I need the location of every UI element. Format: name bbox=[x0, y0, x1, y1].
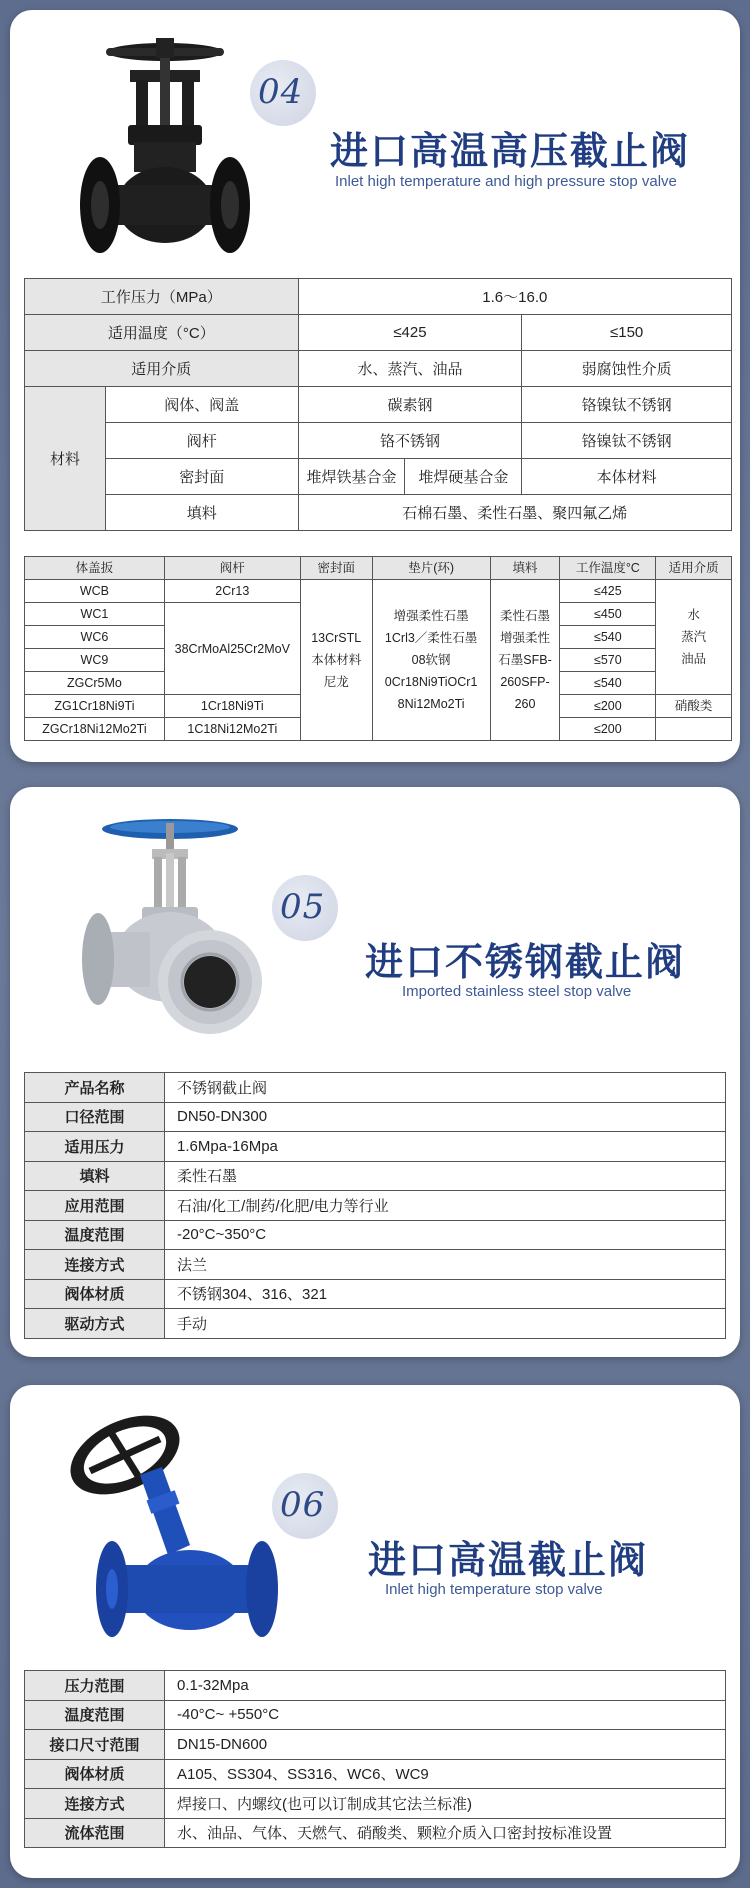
table-row bbox=[25, 1132, 726, 1162]
spec-key: 产品名称 bbox=[25, 1073, 165, 1103]
spec-key: 应用范围 bbox=[25, 1191, 165, 1221]
medium-line: 水 bbox=[687, 608, 700, 622]
spec-value: 不锈钢304、316、321 bbox=[165, 1279, 726, 1309]
spec-key: 填料 bbox=[25, 1161, 165, 1191]
spec-key: 口径范围 bbox=[25, 1102, 165, 1132]
seal-c: 本体材料 bbox=[522, 459, 732, 495]
gasket-line: 0Cr18Ni9TiOCr1 bbox=[384, 675, 478, 689]
table-row bbox=[25, 1730, 726, 1760]
gasket-line: 08软钢 bbox=[411, 653, 451, 667]
packing-line: 260 bbox=[514, 697, 536, 711]
stem-material: 1Cr18Ni9Ti bbox=[164, 695, 300, 718]
temp-b: ≤150 bbox=[522, 315, 732, 351]
spec-key: 温度范围 bbox=[25, 1700, 165, 1730]
table-row bbox=[25, 423, 732, 459]
spec-key: 阀体材质 bbox=[25, 1279, 165, 1309]
stem-a: 铬不锈钢 bbox=[298, 423, 522, 459]
forged-globe-valve-image bbox=[70, 30, 260, 260]
stem-material: 38CrMoAl25Cr2MoV bbox=[164, 603, 300, 695]
spec-value: A105、SS304、SS316、WC6、WC9 bbox=[165, 1759, 726, 1789]
material-label: 材料 bbox=[25, 387, 106, 531]
body-material: WC1 bbox=[25, 603, 165, 626]
table-row bbox=[25, 1309, 726, 1339]
table-row bbox=[25, 387, 732, 423]
seal-line: 本体材料 bbox=[311, 653, 362, 667]
table-row bbox=[25, 1279, 726, 1309]
section-title-cn: 进口不锈钢截止阀 bbox=[365, 942, 686, 984]
work-temp: ≤450 bbox=[560, 603, 656, 626]
section-title-en: Imported stainless steel stop valve bbox=[402, 983, 632, 1000]
material-table bbox=[24, 556, 732, 741]
stem-material: 1C18Ni12Mo2Ti bbox=[164, 718, 300, 741]
stem-b: 铬镍钛不锈钢 bbox=[522, 423, 732, 459]
medium-label: 适用介质 bbox=[25, 351, 299, 387]
body-material: ZGCr18Ni12Mo2Ti bbox=[25, 718, 165, 741]
spec-value: 1.6Mpa-16Mpa bbox=[165, 1132, 726, 1162]
body-material: WC6 bbox=[25, 626, 165, 649]
stem-material: 2Cr13 bbox=[164, 580, 300, 603]
table-row bbox=[25, 1191, 726, 1221]
body-material: ZGCr5Mo bbox=[25, 672, 165, 695]
packing-value: 石棉石墨、柔性石墨、聚四氟乙烯 bbox=[298, 495, 731, 531]
col-header: 工作温度°C bbox=[560, 557, 656, 580]
spec-table-main bbox=[24, 278, 732, 531]
table-row bbox=[25, 1789, 726, 1819]
gasket-line: 增强柔性石墨 bbox=[393, 609, 469, 623]
packing-line: 柔性石墨 bbox=[500, 609, 551, 623]
temp-label: 适用温度（°C） bbox=[25, 315, 299, 351]
spec-value: 不锈钢截止阀 bbox=[165, 1073, 726, 1103]
work-temp: ≤540 bbox=[560, 626, 656, 649]
spec-value: 石油/化工/制药/化肥/电力等行业 bbox=[165, 1191, 726, 1221]
spec-key: 温度范围 bbox=[25, 1220, 165, 1250]
medium-b: 弱腐蚀性介质 bbox=[522, 351, 732, 387]
table-row bbox=[25, 351, 732, 387]
spec-key: 阀体材质 bbox=[25, 1759, 165, 1789]
spec-table bbox=[24, 1670, 726, 1848]
gasket-material bbox=[372, 580, 490, 741]
medium-line: 油品 bbox=[681, 652, 707, 666]
body-material: ZG1Cr18Ni9Ti bbox=[25, 695, 165, 718]
packing-line: 增强柔性 bbox=[500, 631, 551, 645]
spec-key: 流体范围 bbox=[25, 1818, 165, 1848]
temp-a: ≤425 bbox=[298, 315, 522, 351]
packing-label: 填料 bbox=[105, 495, 298, 531]
spec-value: -20°C~350°C bbox=[165, 1220, 726, 1250]
table-row bbox=[25, 580, 732, 603]
work-temp: ≤425 bbox=[560, 580, 656, 603]
pressure-value: 1.6～16.0 bbox=[298, 279, 731, 315]
col-header: 垫片(环) bbox=[372, 557, 490, 580]
col-header: 密封面 bbox=[300, 557, 372, 580]
col-header: 适用介质 bbox=[656, 557, 732, 580]
body-material: WCB bbox=[25, 580, 165, 603]
table-row bbox=[25, 1700, 726, 1730]
medium-cell bbox=[656, 718, 732, 741]
spec-value: 手动 bbox=[165, 1309, 726, 1339]
spec-value: 焊接口、内螺纹(也可以订制成其它法兰标准) bbox=[165, 1789, 726, 1819]
packing-material bbox=[490, 580, 560, 741]
spec-value: -40°C~ +550°C bbox=[165, 1700, 726, 1730]
spec-value: 0.1-32Mpa bbox=[165, 1671, 726, 1701]
work-temp: ≤540 bbox=[560, 672, 656, 695]
section-title-en: Inlet high temperature stop valve bbox=[385, 1581, 603, 1598]
table-header-row bbox=[25, 557, 732, 580]
table-row bbox=[25, 495, 732, 531]
work-temp: ≤570 bbox=[560, 649, 656, 672]
product-card-05 bbox=[10, 787, 740, 1357]
col-header: 阀杆 bbox=[164, 557, 300, 580]
table-row bbox=[25, 279, 732, 315]
table-row bbox=[25, 1250, 726, 1280]
spec-value: 柔性石墨 bbox=[165, 1161, 726, 1191]
table-row bbox=[25, 1671, 726, 1701]
y-type-globe-valve-image bbox=[40, 1405, 280, 1650]
pressure-label: 工作压力（MPa） bbox=[25, 279, 299, 315]
spec-value: DN15-DN600 bbox=[165, 1730, 726, 1760]
table-row bbox=[25, 1161, 726, 1191]
product-card-06 bbox=[10, 1385, 740, 1878]
table-row bbox=[25, 1102, 726, 1132]
spec-key: 压力范围 bbox=[25, 1671, 165, 1701]
table-row bbox=[25, 1073, 726, 1103]
work-temp: ≤200 bbox=[560, 718, 656, 741]
spec-key: 接口尺寸范围 bbox=[25, 1730, 165, 1760]
section-title-cn: 进口高温高压截止阀 bbox=[330, 131, 691, 173]
section-number: 04 bbox=[258, 72, 304, 112]
col-header: 体盖扳 bbox=[25, 557, 165, 580]
packing-line: 石墨SFB- bbox=[498, 653, 552, 667]
spec-key: 连接方式 bbox=[25, 1250, 165, 1280]
body-a: 碳素钢 bbox=[298, 387, 522, 423]
work-temp: ≤200 bbox=[560, 695, 656, 718]
section-number: 05 bbox=[280, 887, 326, 927]
medium-a: 水、蒸汽、油品 bbox=[298, 351, 522, 387]
table-row bbox=[25, 1220, 726, 1250]
body-label: 阀体、阀盖 bbox=[105, 387, 298, 423]
table-row bbox=[25, 1759, 726, 1789]
section-title-en: Inlet high temperature and high pressure stop valve bbox=[335, 173, 677, 190]
seal-line: 尼龙 bbox=[323, 675, 349, 689]
col-header: 填料 bbox=[490, 557, 560, 580]
section-title-cn: 进口高温截止阀 bbox=[368, 1540, 649, 1582]
gasket-line: 8Ni12Mo2Ti bbox=[397, 697, 465, 711]
table-row bbox=[25, 315, 732, 351]
gasket-line: 1Crl3／柔性石墨 bbox=[384, 631, 478, 645]
seal-line: 13CrSTL bbox=[311, 631, 362, 645]
spec-value: 水、油品、气体、天燃气、硝酸类、颗粒介质入口密封按标准设置 bbox=[165, 1818, 726, 1848]
table-row bbox=[25, 459, 732, 495]
spec-key: 连接方式 bbox=[25, 1789, 165, 1819]
body-material: WC9 bbox=[25, 649, 165, 672]
spec-key: 适用压力 bbox=[25, 1132, 165, 1162]
seal-b: 堆焊硬基合金 bbox=[405, 459, 522, 495]
stainless-globe-valve-image bbox=[80, 807, 265, 1047]
product-card-04 bbox=[10, 10, 740, 762]
spec-key: 驱动方式 bbox=[25, 1309, 165, 1339]
spec-value: DN50-DN300 bbox=[165, 1102, 726, 1132]
seal-a: 堆焊铁基合金 bbox=[298, 459, 405, 495]
body-b: 铬镍钛不锈钢 bbox=[522, 387, 732, 423]
medium-cell bbox=[656, 580, 732, 695]
section-number: 06 bbox=[280, 1485, 326, 1525]
seal-label: 密封面 bbox=[105, 459, 298, 495]
stem-label: 阀杆 bbox=[105, 423, 298, 459]
seal-material bbox=[300, 580, 372, 741]
packing-line: 260SFP- bbox=[500, 675, 550, 689]
medium-cell: 硝酸类 bbox=[656, 695, 732, 718]
table-row bbox=[25, 1818, 726, 1848]
medium-line: 蒸汽 bbox=[681, 630, 707, 644]
spec-value: 法兰 bbox=[165, 1250, 726, 1280]
spec-table bbox=[24, 1072, 726, 1339]
